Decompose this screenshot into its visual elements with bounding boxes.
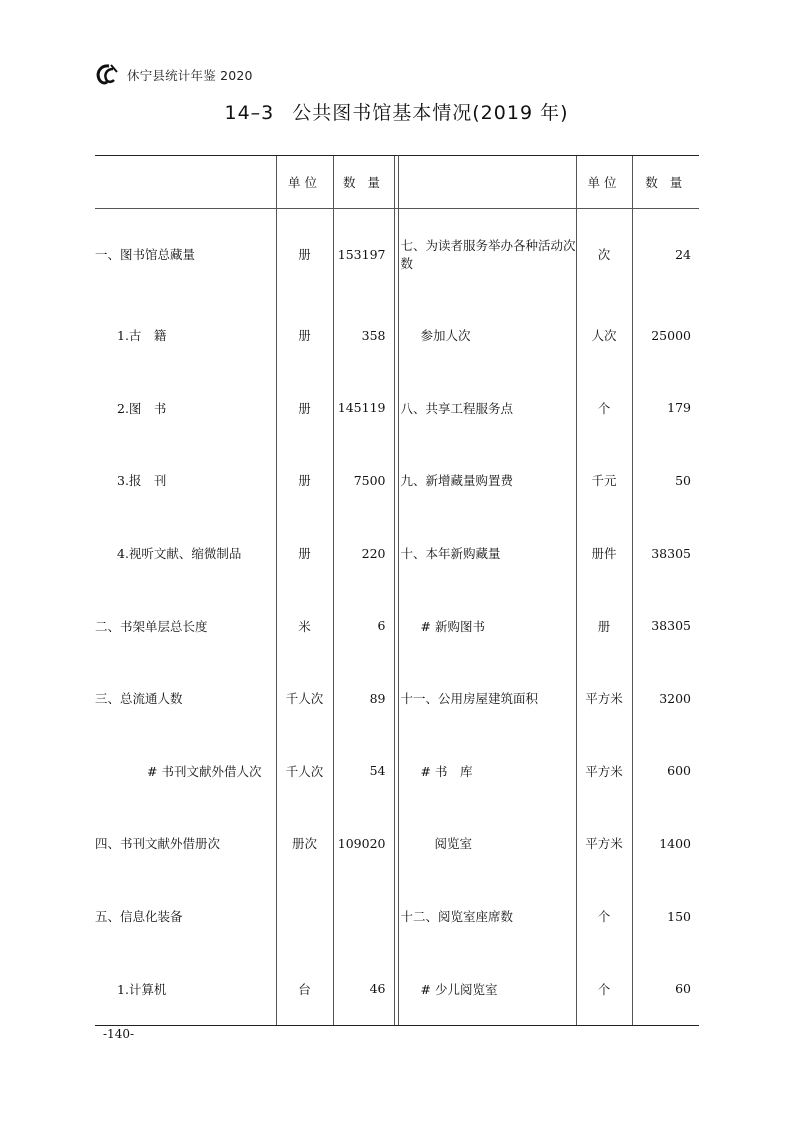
left-item-name: 四、书刊文献外借册次 <box>95 836 221 852</box>
library-stats-table <box>95 155 699 1026</box>
right-item-value: 179 <box>632 372 699 445</box>
left-item-unit: 册 <box>276 444 333 517</box>
table-title: 公共图书馆基本情况(2019 年) <box>292 102 569 124</box>
left-item-name: 二、书架单层总长度 <box>95 618 208 634</box>
left-item-name: 三、总流通人数 <box>95 691 183 707</box>
right-item-name: 十、本年新购藏量 <box>400 546 501 562</box>
right-item-unit: 个 <box>576 372 632 445</box>
yearbook-logo-icon <box>95 63 121 87</box>
right-item-name: 八、共享工程服务点 <box>400 400 514 416</box>
table-header-row <box>95 156 699 209</box>
left-item-name: 4.视听文献、缩微制品 <box>117 546 242 562</box>
left-unit-header: 单位 <box>276 156 333 209</box>
left-item-unit: 千人次 <box>276 735 333 808</box>
right-name-header <box>398 156 576 209</box>
left-item-unit: 千人次 <box>276 662 333 735</box>
right-item-value: 38305 <box>632 589 699 662</box>
left-item-name: 2.图 书 <box>117 400 167 416</box>
right-item-unit: 人次 <box>576 299 632 372</box>
right-item-name: 九、新增藏量购置费 <box>400 473 514 489</box>
right-item-value: 600 <box>632 735 699 808</box>
table-row <box>95 662 699 735</box>
right-item-value: 150 <box>632 880 699 953</box>
left-item-value: 358 <box>333 299 394 372</box>
left-item-value: 109020 <box>333 807 394 880</box>
page-number: -140- <box>103 1027 135 1041</box>
left-item-unit: 册 <box>276 299 333 372</box>
left-item-unit <box>276 880 333 953</box>
right-item-unit: 册 <box>576 589 632 662</box>
table-row <box>95 735 699 808</box>
table-row <box>95 880 699 953</box>
left-item-value: 46 <box>333 952 394 1025</box>
right-item-name: # 新购图书 <box>420 618 485 634</box>
book-title: 休宁县统计年鉴 2020 <box>127 68 253 83</box>
right-unit-header: 单位 <box>576 156 632 209</box>
left-item-unit: 米 <box>276 589 333 662</box>
left-item-unit: 册次 <box>276 807 333 880</box>
right-item-name: 七、为读者服务举办各种活动次数 <box>400 238 576 271</box>
left-item-value: 145119 <box>333 372 394 445</box>
left-item-name: 1.计算机 <box>95 952 276 1025</box>
right-item-unit: 平方米 <box>576 662 632 735</box>
left-item-unit: 册 <box>276 372 333 445</box>
left-item-unit: 册 <box>276 517 333 590</box>
table-row <box>95 952 699 1025</box>
table-row <box>95 517 699 590</box>
right-item-value: 38305 <box>632 517 699 590</box>
table-row <box>95 299 699 372</box>
right-item-name: 十二、阅览室座席数 <box>400 909 514 925</box>
table-row <box>95 209 699 300</box>
left-item-value: 89 <box>333 662 394 735</box>
table-number: 14–3 <box>224 102 275 124</box>
left-item-value: 54 <box>333 735 394 808</box>
right-item-name: 参加人次 <box>420 328 471 344</box>
left-item-value: 7500 <box>333 444 394 517</box>
left-item-value: 220 <box>333 517 394 590</box>
right-item-value: 25000 <box>632 299 699 372</box>
left-item-name: 五、信息化装备 <box>95 909 183 925</box>
left-item-value: 6 <box>333 589 394 662</box>
right-item-unit: 平方米 <box>576 735 632 808</box>
right-item-unit: 平方米 <box>576 807 632 880</box>
left-item-name: 1.古 籍 <box>117 328 167 344</box>
right-item-value: 24 <box>632 209 699 300</box>
right-item-value: 1400 <box>632 807 699 880</box>
left-name-header <box>95 156 276 209</box>
right-item-value: 60 <box>632 952 699 1025</box>
table-row <box>95 444 699 517</box>
right-item-name: 阅览室 <box>434 836 473 852</box>
left-item-value: 153197 <box>333 209 394 300</box>
right-item-unit: 册件 <box>576 517 632 590</box>
left-item-name: 一、图书馆总藏量 <box>95 247 196 262</box>
left-item-name: # 书刊文献外借人次 <box>147 763 262 779</box>
right-item-name: 十一、公用房屋建筑面积 <box>400 691 539 707</box>
table-row <box>95 589 699 662</box>
right-item-name: # 书 库 <box>420 763 473 779</box>
right-item-unit: 次 <box>576 209 632 300</box>
right-item-unit: 个 <box>576 952 632 1025</box>
left-quantity-header: 数 量 <box>333 156 394 209</box>
page-header <box>95 62 253 88</box>
right-item-unit: 个 <box>576 880 632 953</box>
right-quantity-header: 数 量 <box>632 156 699 209</box>
right-item-unit: 千元 <box>576 444 632 517</box>
right-item-value: 50 <box>632 444 699 517</box>
left-item-unit: 册 <box>276 209 333 300</box>
right-item-name: # 少儿阅览室 <box>398 952 576 1025</box>
left-item-value <box>333 880 394 953</box>
page-title <box>0 98 793 125</box>
table-row <box>95 372 699 445</box>
right-item-value: 3200 <box>632 662 699 735</box>
left-item-name: 3.报 刊 <box>117 473 167 489</box>
left-item-unit: 台 <box>276 952 333 1025</box>
table-row <box>95 807 699 880</box>
